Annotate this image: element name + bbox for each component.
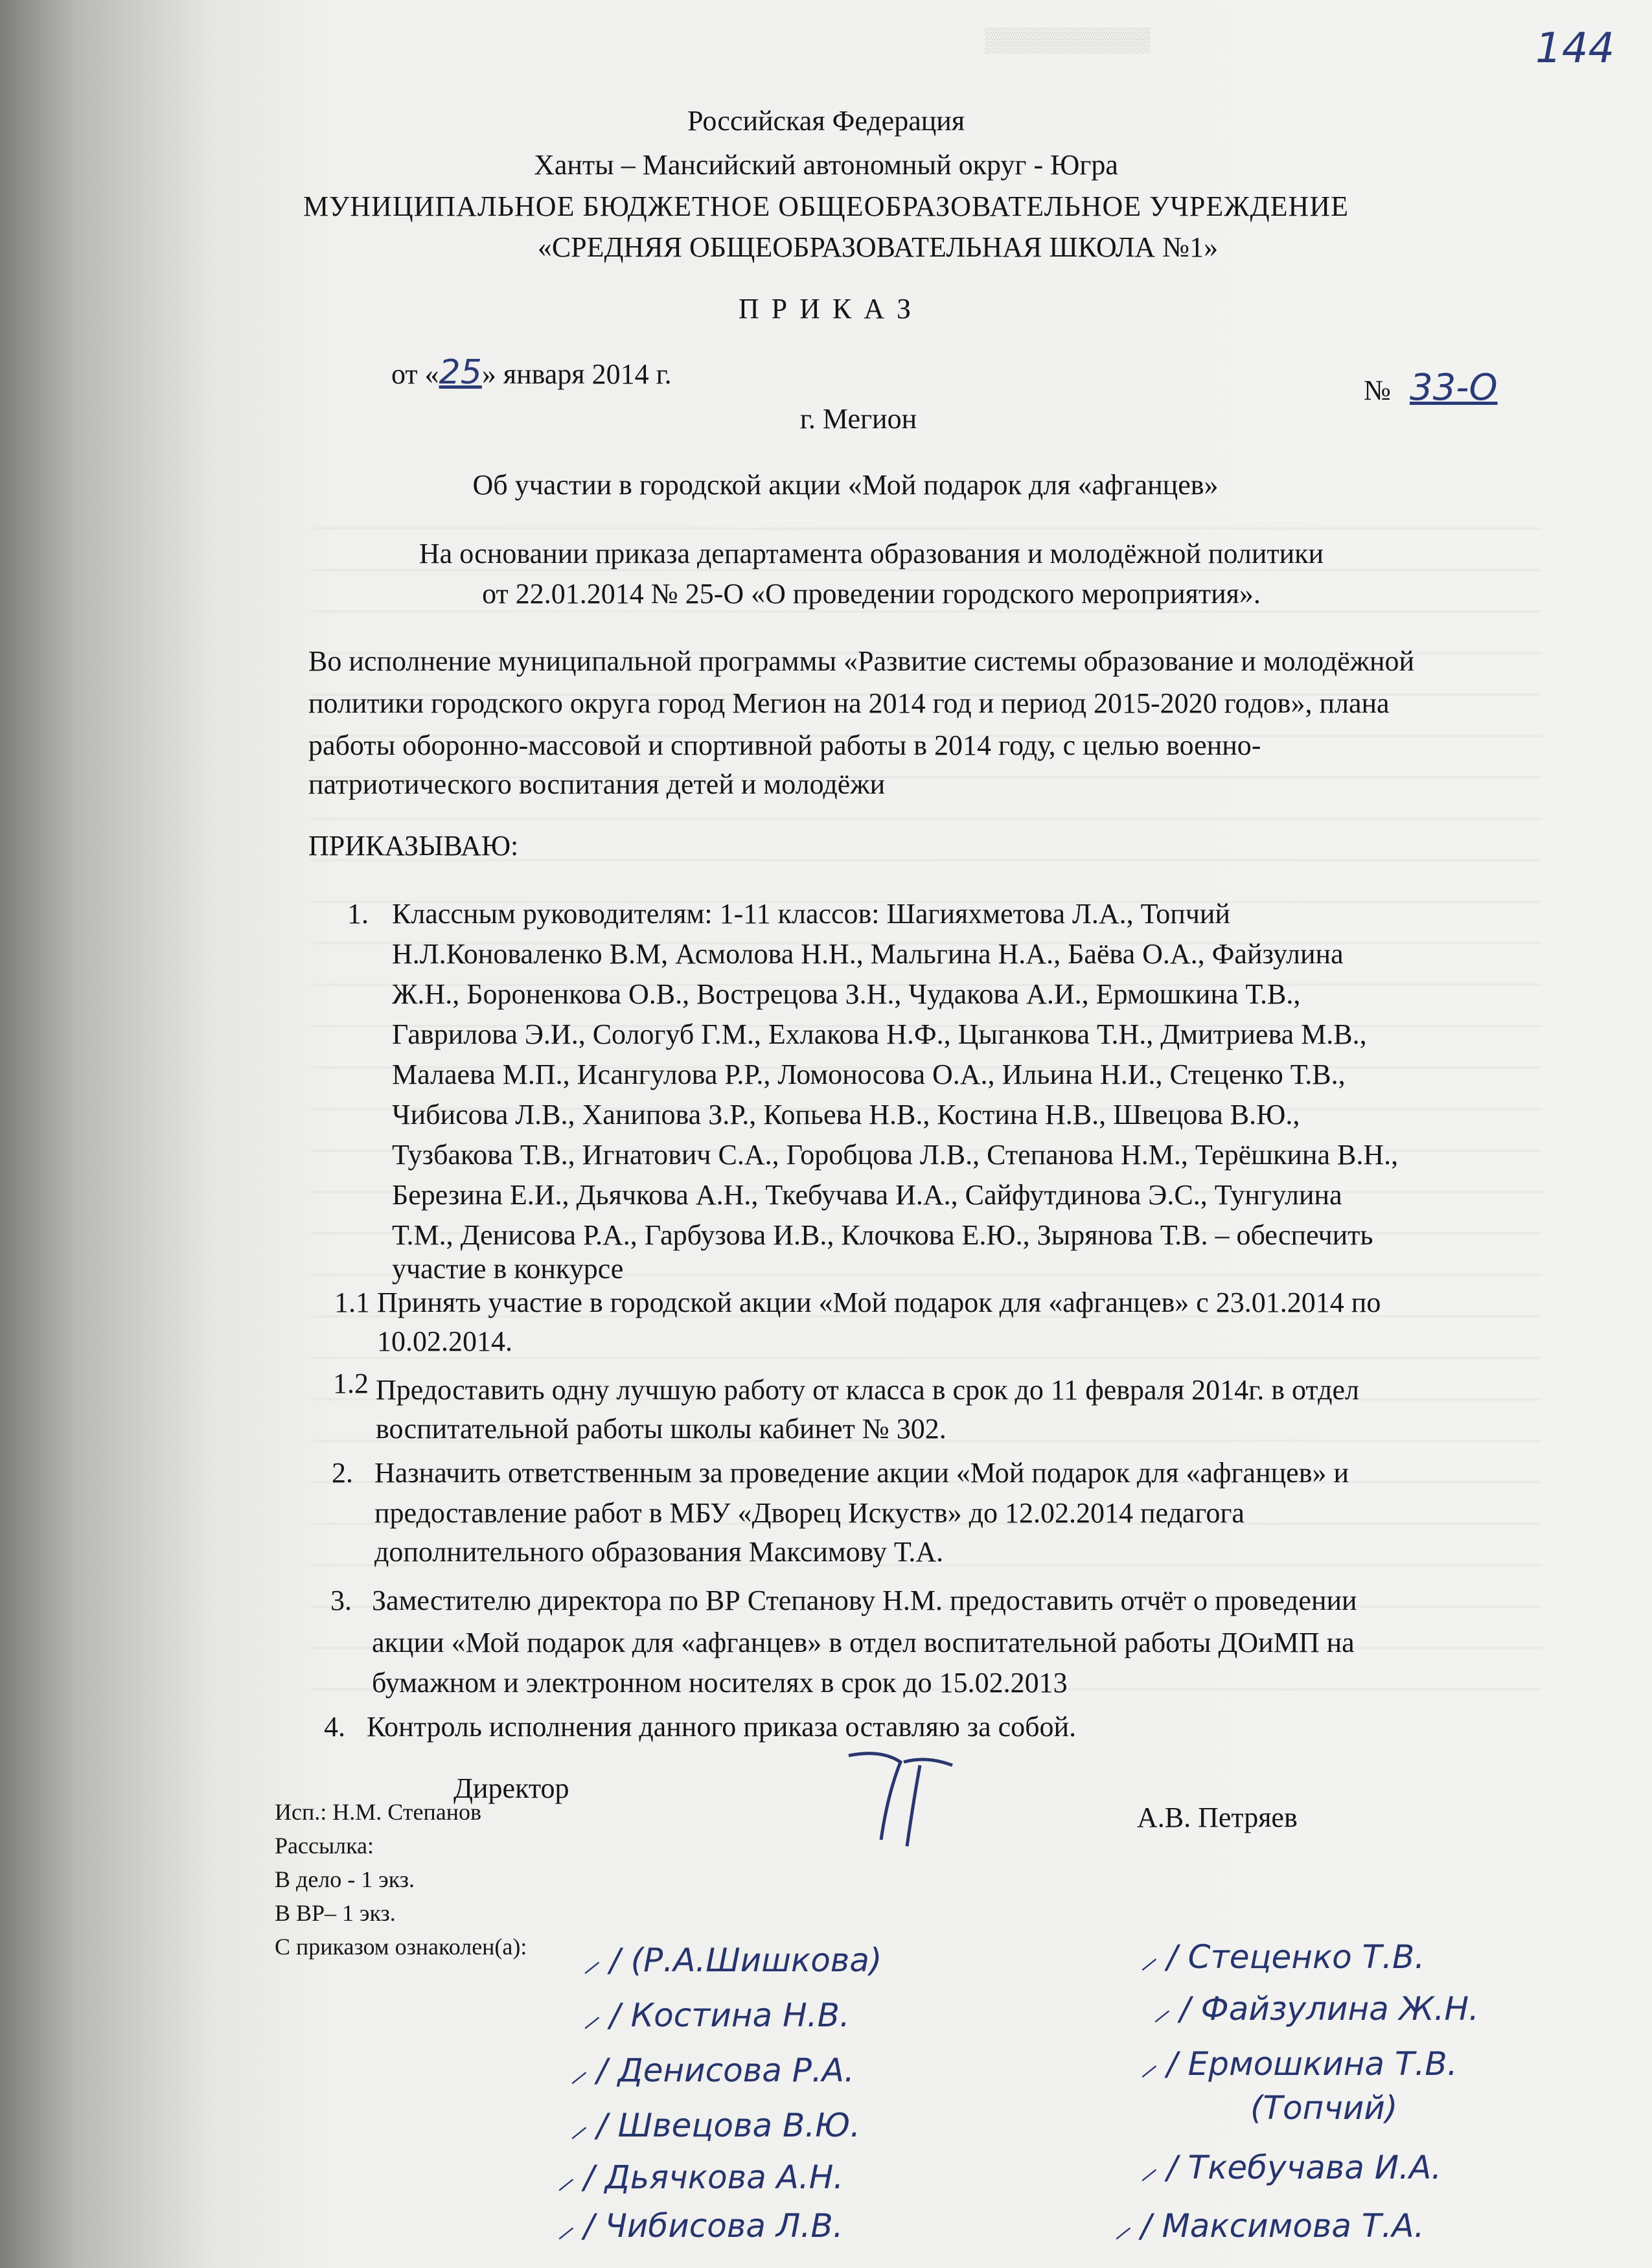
ack-mark: ⸝ / xyxy=(1153,1990,1191,2028)
item-number: 2. xyxy=(332,1457,353,1489)
header-org-school: «СРЕДНЯЯ ОБЩЕОБРАЗОВАТЕЛЬНАЯ ШКОЛА №1» xyxy=(537,231,1219,263)
ack-mark: ⸝ / xyxy=(1140,1938,1178,1976)
ack-mark: ⸝ / xyxy=(583,1997,621,2034)
order-title: Об участии в городской акции «Мой подарок для «афганцев» xyxy=(472,469,1219,501)
item-line: Малаева М.П., Исангулова Р.Р., Ломоносова О.А., Ильина Н.И., Стеценко Т.В., xyxy=(392,1059,1346,1090)
basis-line-1: На основании приказа департамента образования и молодёжной политики xyxy=(419,538,1324,569)
item-line: предоставление работ в МБУ «Дворец Искуств» до 12.02.2014 педагога xyxy=(374,1497,1245,1529)
footer-distribution: Рассылка: xyxy=(275,1833,374,1859)
ack-entry xyxy=(1140,2041,1458,2085)
ack-name: Денисова Р.А. xyxy=(617,2052,855,2089)
ack-name: Дьячкова А.Н. xyxy=(604,2159,844,2196)
preamble-line: политики городского округа город Мегион на 2014 год и период 2015-2020 годов», плана xyxy=(308,687,1390,719)
item-number: 3. xyxy=(330,1585,352,1616)
ack-mark: ⸝ / xyxy=(1140,2045,1178,2083)
ack-mark: ⸝ / xyxy=(557,2207,595,2245)
number-prefix: № xyxy=(1364,374,1391,406)
date-suffix: » января 2014 г. xyxy=(481,358,672,390)
item-line: Т.М., Денисова Р.А., Гарбузова И.В., Клочкова Е.Ю., Зырянова Т.В. – обеспечить xyxy=(392,1219,1373,1251)
footer-acquainted: С приказом ознаколен(а): xyxy=(275,1934,527,1960)
preamble-line: патриотического воспитания детей и молодёжи xyxy=(308,768,886,800)
ack-entry xyxy=(1140,1934,1425,1978)
ack-entry xyxy=(1114,2203,1424,2247)
ack-mark: ⸝ / xyxy=(583,1942,621,1979)
doc-type: П Р И К А З xyxy=(738,293,914,325)
ack-mark: ⸝ / xyxy=(570,2107,608,2144)
header-region: Ханты – Мансийский автономный округ - Югра xyxy=(534,149,1118,181)
item-line: воспитательной работы школы кабинет № 302. xyxy=(376,1413,946,1445)
ack-mark: ⸝ / xyxy=(557,2159,595,2196)
item-line: Н.Л.Коноваленко В.М, Асмолова Н.Н., Мальгина Н.А., Баёва О.А., Файзулина xyxy=(392,938,1344,970)
page-number: 144 xyxy=(1535,25,1615,73)
ack-name: Чибисова Л.В. xyxy=(604,2207,843,2245)
item-line: Чибисова Л.В., Ханипова З.Р., Копьева Н.В., Костина Н.В., Швецова В.Ю., xyxy=(392,1099,1300,1130)
item-number: 1.1 xyxy=(334,1287,370,1318)
item-line: Заместителю директора по ВР Степанову Н.М. предоставить отчёт о проведении xyxy=(372,1585,1357,1616)
item-number: 1.2 xyxy=(333,1368,369,1399)
date-day: 25 xyxy=(439,353,482,392)
header-org-name: МУНИЦИПАЛЬНОЕ БЮДЖЕТНОЕ ОБЩЕОБРАЗОВАТЕЛЬНОЕ УЧРЕЖДЕНИЕ xyxy=(303,190,1349,222)
ack-name: Ткебучава И.А. xyxy=(1187,2149,1442,2186)
ack-name: Ермошкина Т.В. xyxy=(1187,2045,1458,2083)
item-number: 4. xyxy=(324,1711,345,1743)
footer-to-file: В дело - 1 экз. xyxy=(275,1866,415,1892)
ack-mark: ⸝ / xyxy=(1140,2149,1178,2186)
ack-entry xyxy=(557,2154,843,2198)
ack-name: (Р.А.Шишкова) xyxy=(630,1942,882,1979)
director-signature xyxy=(842,1736,959,1853)
ack-entry xyxy=(570,2047,855,2091)
signature-name: А.В. Петряев xyxy=(1137,1802,1298,1833)
item-line: Предоставить одну лучшую работу от класса в срок до 11 февраля 2014г. в отдел xyxy=(376,1374,1359,1406)
footer-executor: Исп.: Н.М. Степанов xyxy=(275,1799,482,1825)
item-line: 10.02.2014. xyxy=(377,1325,512,1357)
date-prefix: от « xyxy=(391,358,439,390)
preamble-line: работы оборонно-массовой и спортивной работы в 2014 году, с целью военно- xyxy=(308,729,1261,761)
footer-to-vr: В ВР– 1 экз. xyxy=(275,1900,396,1926)
ack-entry xyxy=(1140,2144,1441,2188)
item-line: участие в конкурсе xyxy=(392,1253,624,1285)
item-line: Березина Е.И., Дьячкова А.Н., Ткебучава И.А., Сайфутдинова Э.С., Тунгулина xyxy=(392,1179,1342,1211)
item-line: Тузбакова Т.В., Игнатович С.А., Горобцова Л.В., Степанова Н.М., Терёшкина В.Н., xyxy=(392,1139,1399,1171)
item-line: Ж.Н., Бороненкова О.В., Вострецова З.Н., Чудакова А.И., Ермошкина Т.В., xyxy=(392,978,1301,1010)
item-line: дополнительного образования Максимову Т.А. xyxy=(374,1536,944,1568)
ack-name: Швецова В.Ю. xyxy=(617,2107,861,2144)
item-line: Гаврилова Э.И., Сологуб Г.М., Ехлакова Н.Ф., Цыганкова Т.Н., Дмитриева М.В., xyxy=(392,1018,1367,1050)
preamble-line: Во исполнение муниципальной программы «Развитие системы образование и молодёжной xyxy=(308,645,1415,677)
ack-entry xyxy=(1153,1986,1479,2030)
ack-entry xyxy=(1250,2089,1397,2127)
city: г. Мегион xyxy=(799,403,917,435)
item-line: бумажном и электронном носителях в срок до 15.02.2013 xyxy=(372,1667,1068,1699)
ack-mark: ⸝ / xyxy=(1114,2207,1152,2245)
ack-mark: ) xyxy=(1384,2089,1398,2127)
ack-entry xyxy=(557,2203,843,2247)
signature-position: Директор xyxy=(453,1772,569,1804)
header-country: Российская Федерация xyxy=(687,105,965,137)
ack-name: Максимова Т.А. xyxy=(1162,2207,1425,2245)
ack-name: Костина Н.В. xyxy=(630,1997,850,2034)
item-number: 1. xyxy=(347,898,369,930)
order-word: ПРИКАЗЫВАЮ: xyxy=(308,830,519,862)
ack-entry xyxy=(583,1992,850,2036)
ack-entry xyxy=(570,2102,860,2146)
item-line: Контроль исполнения данного приказа оставляю за собой. xyxy=(367,1711,1077,1743)
item-line: Принять участие в городской акции «Мой подарок для «афганцев» с 23.01.2014 по xyxy=(377,1287,1381,1318)
ack-mark: ⸝ / xyxy=(570,2052,608,2089)
item-line: акции «Мой подарок для «афганцев» в отдел воспитательной работы ДОиМП на xyxy=(372,1627,1355,1658)
ack-name: Топчий xyxy=(1263,2089,1385,2127)
order-date xyxy=(391,355,672,392)
ack-name: Файзулина Ж.Н. xyxy=(1200,1990,1479,2028)
item-line: Классным руководителям: 1-11 классов: Шагияхметова Л.А., Топчий xyxy=(392,898,1230,930)
bleed-through: ▒▒▒▒▒▒▒▒▒▒ xyxy=(985,27,1151,52)
item-line: Назначить ответственным за проведение акции «Мой подарок для «афганцев» и xyxy=(374,1457,1349,1489)
ack-entry xyxy=(583,1937,882,1981)
ack-name: Стеценко Т.В. xyxy=(1187,1938,1425,1976)
ack-mark: ( xyxy=(1250,2089,1263,2127)
number-value: 33-О xyxy=(1409,367,1498,409)
basis-line-2: от 22.01.2014 № 25-О «О проведении городского мероприятия». xyxy=(482,578,1261,610)
